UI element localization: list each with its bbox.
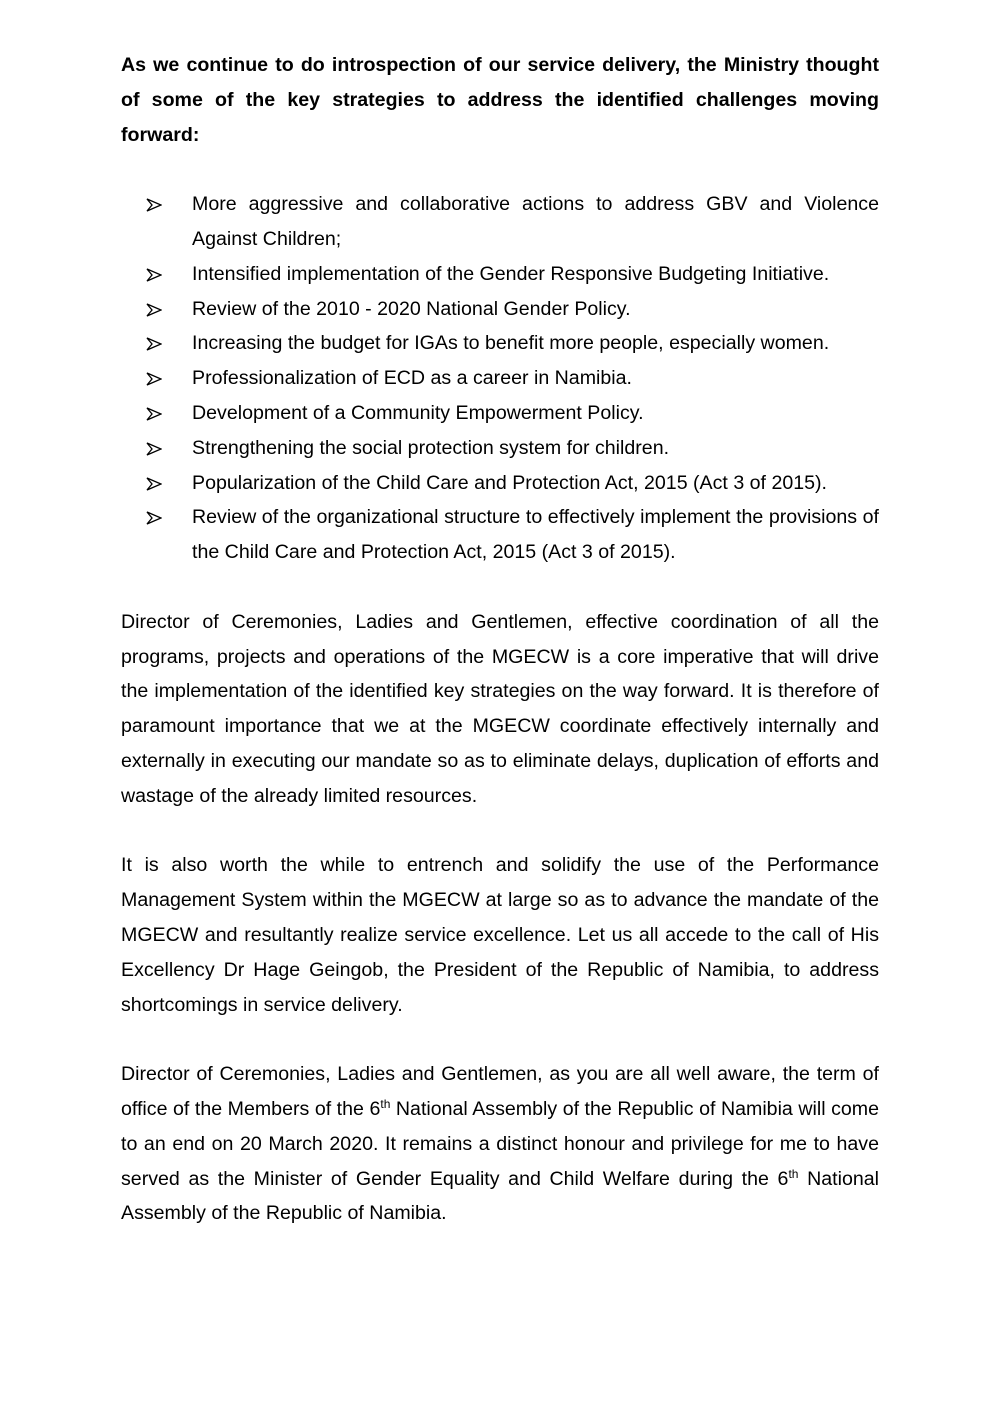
- arrowhead-bullet-icon: [146, 466, 164, 501]
- arrowhead-bullet-icon: [146, 187, 164, 222]
- arrowhead-bullet-icon: [146, 500, 164, 535]
- list-item: [121, 396, 879, 431]
- term-paragraph: [121, 1057, 879, 1231]
- term-text-part2: National Assembly of the Republic of Namibia will come to an end on 20 March 2020. It remains a distinct honour and privilege for me to have served as the Minister of Gender Equality and Child Welfare during the 6: [121, 1097, 879, 1190]
- arrowhead-bullet-icon: [146, 431, 164, 466]
- list-item-text: Popularization of the Child Care and Protection Act, 2015 (Act 3 of 2015).: [192, 471, 827, 494]
- list-item-text: Professionalization of ECD as a career in Namibia.: [192, 367, 632, 390]
- ordinal-suffix: th: [788, 1166, 799, 1181]
- arrowhead-bullet-icon: [146, 326, 164, 361]
- arrowhead-bullet-icon: [146, 396, 164, 431]
- term-text-part1: Director of Ceremonies, Ladies and Gentlemen, as you are all well aware, the term of office of the Members of the 6: [121, 1063, 879, 1120]
- performance-paragraph: It is also worth the while to entrench and solidify the use of the Performance Management System within the MGECW at large so as to advance the mandate of the MGECW and resultantly realize service excellence. Let us all accede to the call of His Excellency Dr Hage Geingob, the President of the Republic of Namibia, to address shortcomings in service delivery.: [121, 854, 879, 1016]
- list-item-text: More aggressive and collaborative actions to address GBV and Violence Against Children;: [192, 193, 879, 250]
- list-item-text: Intensified implementation of the Gender Responsive Budgeting Initiative.: [192, 262, 830, 285]
- strategies-list: [121, 187, 879, 570]
- list-item: [121, 292, 879, 327]
- list-item-text: Development of a Community Empowerment Policy.: [192, 401, 644, 424]
- ordinal-suffix: th: [380, 1096, 391, 1111]
- document-page: [121, 48, 879, 1231]
- intro-paragraph: As we continue to do introspection of our service delivery, the Ministry thought of some of the key strategies to address the identified challenges moving forward:: [121, 54, 879, 146]
- list-item: [121, 431, 879, 466]
- list-item-text: Review of the 2010 - 2020 National Gender Policy.: [192, 297, 631, 320]
- list-item: [121, 361, 879, 396]
- list-item-text: Review of the organizational structure to effectively implement the provisions of the Child Care and Protection Act, 2015 (Act 3 of 2015).: [192, 506, 879, 564]
- list-item: [121, 500, 879, 570]
- list-item: [121, 326, 879, 361]
- arrowhead-bullet-icon: [146, 257, 164, 292]
- list-item: [121, 466, 879, 501]
- list-item: [121, 257, 879, 292]
- list-item-text: Increasing the budget for IGAs to benefit more people, especially women.: [192, 332, 830, 355]
- arrowhead-bullet-icon: [146, 361, 164, 396]
- term-text-part3: National Assembly of the Republic of Namibia.: [121, 1167, 879, 1225]
- coordination-paragraph: Director of Ceremonies, Ladies and Gentlemen, effective coordination of all the programs, projects and operations of the MGECW is a core imperative that will drive the implementation of the identified key strategies on the way forward. It is therefore of paramount importance that we at the MGECW coordinate effectively internally and externally in executing our mandate so as to eliminate delays, duplication of efforts and wastage of the already limited resources.: [121, 610, 879, 807]
- list-item: [121, 187, 879, 257]
- list-item-text: Strengthening the social protection system for children.: [192, 436, 670, 459]
- arrowhead-bullet-icon: [146, 292, 164, 327]
